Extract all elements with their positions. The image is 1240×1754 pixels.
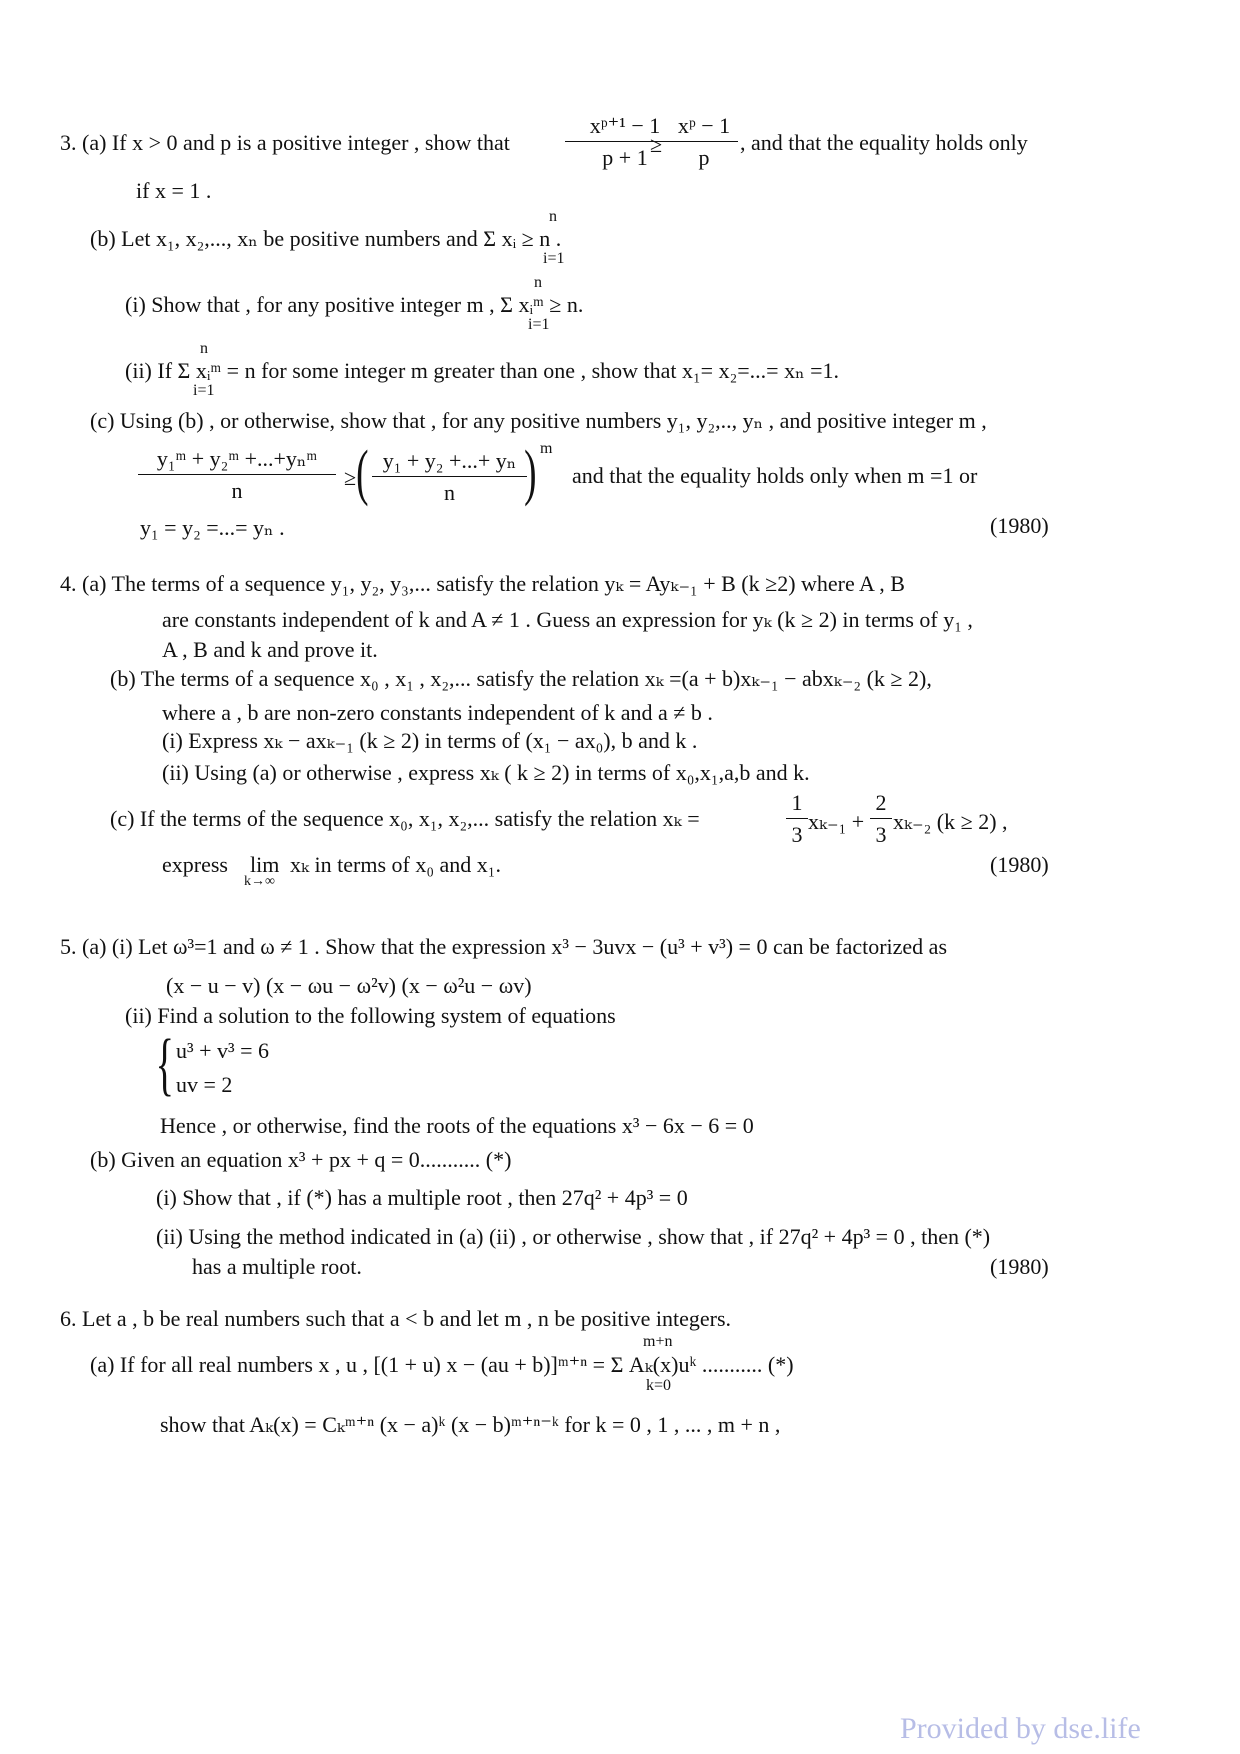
q4-c-line2-prefix: express: [162, 852, 228, 877]
q3-c-fraction-right-denominator: n: [444, 480, 455, 506]
q3-part-b-i: (i) Show that , for any positive integer m , Σ xᵢᵐ ≥ n.: [125, 292, 584, 317]
provided-by-footer: Provided by dse.life: [900, 1712, 1141, 1745]
q3-bii-sum-lower: i=1: [193, 382, 215, 399]
q3-fraction-right-denominator: p: [698, 145, 710, 171]
q5-part-b-ii: (ii) Using the method indicated in (a) (ii) , or otherwise , show that , if 27q² + 4p³ = 0 , then (*): [156, 1224, 991, 1249]
q4-part-b-i: (i) Express xₖ − axₖ₋₁ (k ≥ 2) in terms of (x₁ − ax₀), b and k .: [162, 728, 698, 753]
q4-c-middle: xₖ₋₁ +: [808, 809, 865, 834]
q6-line1: 6. Let a , b be real numbers such that a < b and let m , n be positive integers.: [60, 1306, 731, 1331]
q4-c-limit: lim: [250, 852, 280, 877]
q5-hence-line: Hence , or otherwise, find the roots of the equations x³ − 6x − 6 = 0: [160, 1113, 754, 1138]
q3-year: (1980): [990, 513, 1049, 538]
q4-c-fraction-1-numerator: 1: [791, 790, 803, 815]
q5-system-eq1: u³ + v³ = 6: [176, 1038, 270, 1063]
q4-c-tail: xₖ₋₂ (k ≥ 2) ,: [893, 809, 1008, 834]
q4-c-limit-subscript: k→∞: [244, 874, 275, 889]
q4-part-a-line1: 4. (a) The terms of a sequence y₁, y₂, y₃,... satisfy the relation yₖ = Ayₖ₋₁ + B (k ≥2) where A , B: [60, 571, 905, 596]
q3-bi-sum-upper: n: [534, 274, 542, 291]
q3-part-c: (c) Using (b) , or otherwise, show that , for any positive numbers y₁, y₂,.., yₙ , and positive integer m ,: [90, 408, 987, 433]
q4-c-fraction-one-third: [786, 790, 808, 848]
q6-a-sum-lower: k=0: [646, 1377, 672, 1394]
q4-c-line2-suffix: xₖ in terms of x₀ and x₁.: [290, 852, 501, 877]
q5-part-b-i: (i) Show that , if (*) has a multiple root , then 27q² + 4p³ = 0: [156, 1185, 688, 1210]
q3-c-fraction-right: [372, 448, 527, 506]
q3-fraction-right: [670, 113, 738, 171]
q5-part-a-i-line2: (x − u − v) (x − ωu − ω²v) (x − ω²u − ωv): [166, 973, 532, 998]
q5-part-b: (b) Given an equation x³ + px + q = 0........... (*): [90, 1147, 512, 1172]
q5-system-eq2: uv = 2: [176, 1072, 233, 1097]
q3-part-b-ii: (ii) If Σ xᵢᵐ = n for some integer m greater than one , show that x₁= x₂=...= xₙ =1.: [125, 358, 840, 383]
q6-a-sum-upper: m+n: [643, 1333, 673, 1350]
q3-c-fraction-left: [138, 446, 336, 504]
q3-b-sum-upper: n: [549, 208, 557, 225]
q3-part-b: (b) Let x₁, x₂,..., xₙ be positive numbers and Σ xᵢ ≥ n .: [90, 226, 562, 251]
q5-part-a-i-line1: 5. (a) (i) Let ω³=1 and ω ≠ 1 . Show that the expression x³ − 3uvx − (u³ + v³) = 0 can be factorized as: [60, 934, 948, 959]
q3-c-tail: and that the equality holds only when m =1 or: [572, 463, 978, 488]
q3-b-sum-lower: i=1: [543, 250, 565, 267]
q5-part-a-ii: (ii) Find a solution to the following system of equations: [125, 1003, 616, 1028]
q3-c-fraction-right-numerator: y₁ + y₂ +...+ yₙ: [382, 448, 517, 473]
q3-fraction-left-denominator: p + 1: [602, 145, 648, 171]
q6-part-a: (a) If for all real numbers x , u , [(1 + u) x − (au + b)]ᵐ⁺ⁿ = Σ Aₖ(x)uᵏ ........... (*): [90, 1352, 794, 1377]
q3-fraction-right-numerator: xᵖ − 1: [677, 113, 731, 138]
q3-c-fraction-left-denominator: n: [231, 478, 243, 504]
q4-c-fraction-2-denominator: 3: [875, 822, 887, 848]
q4-part-c-lead: (c) If the terms of the sequence x₀, x₁, x₂,... satisfy the relation xₖ =: [110, 806, 700, 831]
q3-bii-sum-upper: n: [200, 340, 208, 357]
q4-part-a-line3: A , B and k and prove it.: [162, 637, 378, 662]
q3-geq-sign: ≥: [650, 132, 663, 157]
q3-fraction-left: [565, 113, 685, 171]
q3-c-last-line: y₁ = y₂ =...= yₙ .: [140, 515, 285, 540]
q4-part-b-line1: (b) The terms of a sequence x₀ , x₁ , x₂,... satisfy the relation xₖ =(a + b)xₖ₋₁ − abxₖ₋₂ (k ≥ 2),: [110, 666, 932, 691]
q4-c-fraction-2-numerator: 2: [875, 790, 887, 815]
q4-c-fraction-1-denominator: 3: [791, 822, 803, 848]
q3-c-left-paren: (: [356, 439, 369, 507]
q4-part-b-ii: (ii) Using (a) or otherwise , express xₖ ( k ≥ 2) in terms of x₀,x₁,a,b and k.: [162, 760, 810, 785]
q5-part-b-ii-line2: has a multiple root.: [192, 1254, 362, 1279]
q4-c-fraction-two-thirds: [870, 790, 892, 848]
q3-c-power: m: [540, 440, 553, 457]
q4-year: (1980): [990, 852, 1049, 877]
q5-year: (1980): [990, 1254, 1049, 1279]
q3-c-fraction-left-numerator: y₁ᵐ + y₂ᵐ +...+yₙᵐ: [156, 446, 318, 471]
q3-part-a-lead: 3. (a) If x > 0 and p is a positive integer , show that: [60, 130, 510, 155]
q3-fraction-left-numerator: xᵖ⁺¹ − 1: [589, 113, 661, 138]
q3-part-a-tail: , and that the equality holds only: [740, 130, 1028, 155]
q3-bi-sum-lower: i=1: [528, 316, 550, 333]
q3-c-geq-sign: ≥: [344, 465, 357, 490]
q6-show-line: show that Aₖ(x) = Cₖᵐ⁺ⁿ (x − a)ᵏ (x − b)ᵐ⁺ⁿ⁻ᵏ for k = 0 , 1 , ... , m + n ,: [160, 1412, 781, 1437]
q3-c-right-paren: ): [524, 439, 537, 507]
q4-part-b-line2: where a , b are non-zero constants independent of k and a ≠ b .: [162, 700, 713, 725]
q3-part-a-line2: if x = 1 .: [136, 178, 212, 203]
q4-part-a-line2: are constants independent of k and A ≠ 1 . Guess an expression for yₖ (k ≥ 2) in terms of y₁ ,: [162, 607, 973, 632]
q5-system-brace: {: [155, 1026, 175, 1103]
